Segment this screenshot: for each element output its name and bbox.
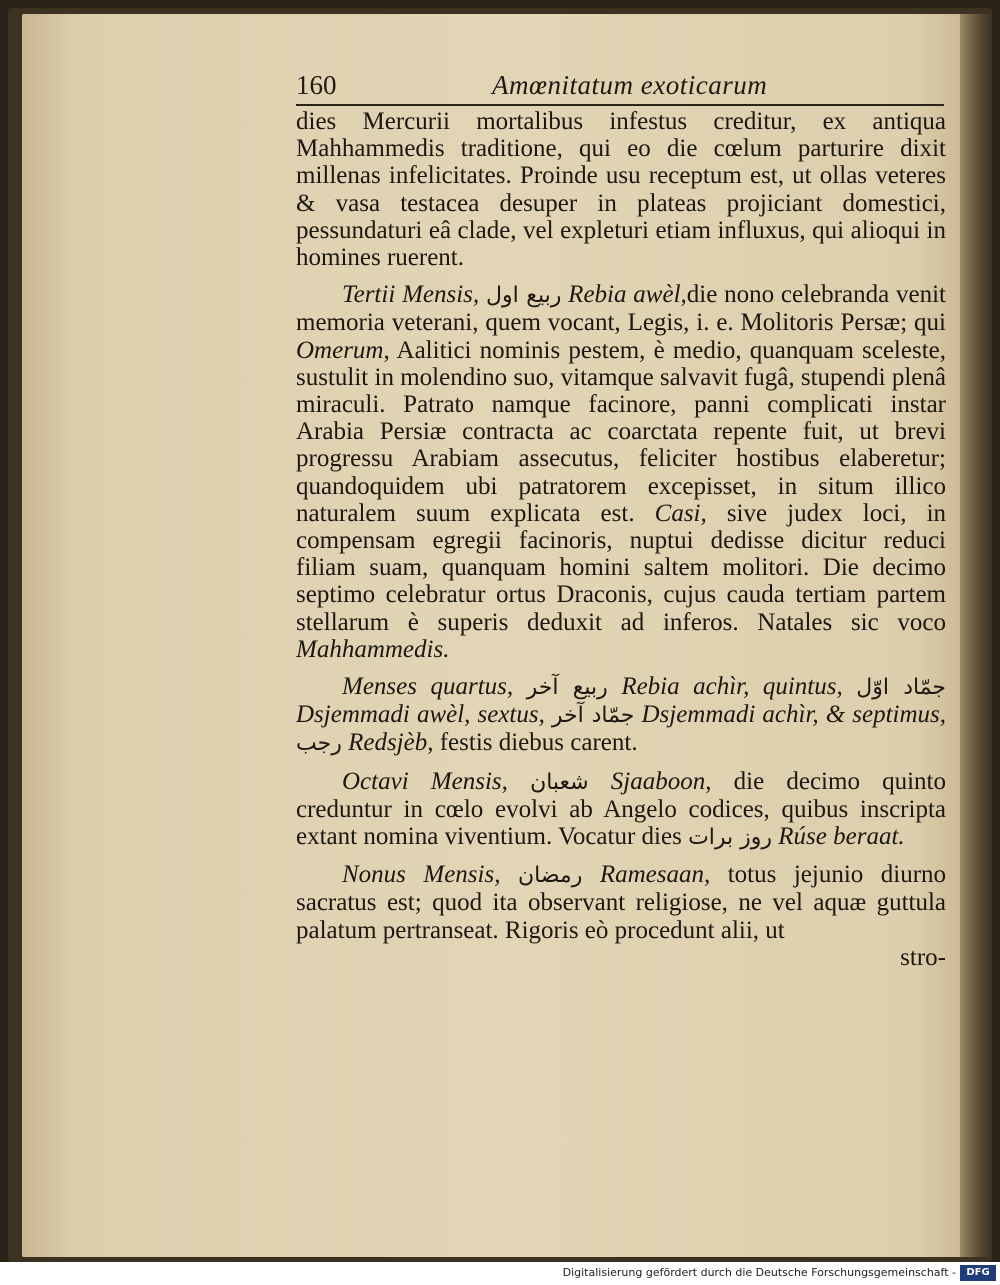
text-segment: Nonus Mensis, [342,861,501,889]
arabic-month-name: جمّاد آخر [551,703,635,729]
digitization-footer [0,1262,1000,1285]
text-segment: & septimus, [825,701,947,729]
text-segment: , Aalitici nominis pestem, è medio, quanquam sceleste, sustulit in molendino suo, vitamque salvavit fugâ, stupendi plenâ miraculi. Patrato namque facinore, panni complicati instar Arabia Persiæ contracta ac coarctata repente fuit, ut brevi progressu Arabiam assecutus, feliciter hostibus elaberetur; quandoquidem ubi patratorem excepisset, in situm illico naturalem suum explicata est. [296,336,946,527]
paragraph-5 [296,861,946,944]
term-casi: Casi, [654,499,707,527]
month-transliteration: Rebia awèl, [568,281,687,309]
arabic-month-name: جمّاد اوّل [856,675,947,701]
text-segment: Dsjemmadi awèl, sextus, [296,701,545,729]
page-header [296,70,948,106]
text-segment: Menses quartus, [342,673,514,701]
text-segment: Ramesaan, [599,861,711,889]
page-gutter [960,14,992,1257]
dfg-logo-icon: DFG [960,1265,996,1281]
paragraph-4 [296,768,946,852]
text-segment: totus jejunio diurno sacratus est; quod ita observant religiose, ne vel aquæ guttula palatum pertranseat. Rigoris eò procedunt alii, ut [296,861,947,944]
arabic-month-name: رجب [296,731,342,757]
arabic-month-name: ربيع اول [485,283,562,309]
page-number: 160 [296,70,337,100]
paragraph-2 [296,281,946,663]
text-segment: festis diebus carent. [439,729,638,757]
arabic-month-name: شعبان [530,769,589,795]
text-segment: Sjaaboon, [610,767,712,795]
arabic-term: روز برات [688,825,773,851]
catchword: stro- [900,943,946,971]
text-segment: sive judex loci, in compensam egregii facinoris, nuptui dedisse dicitur reduci filiam suam, quanquam homini saltem molitori. Die decimo septimo celebratur ortus Draconis, cujus cauda tertiam partem stellarum è superis deduxit ad inferos. Natales sic voco [296,499,947,636]
text-segment: die decimo quinto creduntur in cœlo evolvi ab Angelo codices, quibus inscripta extant nomina viventium. Vocatur dies [296,767,947,851]
text-segment: Octavi Mensis, [342,767,508,795]
arabic-month-name: رمضان [517,863,583,889]
month-lead: Tertii Mensis, [342,281,480,309]
name-mahhammedis: Mahhammedis. [296,635,450,663]
text-segment: Dsjemmadi achìr, [641,701,819,729]
name-omerum: Omerum [296,336,384,364]
paragraph-3 [296,673,946,758]
text-segment: die nono celebranda venit memoria veterani, quem vocant, Legis, i. e. Molitoris Persæ; qui [296,281,946,337]
body-text [296,108,946,971]
footer-credit: Digitalisierung gefördert durch die Deutsche Forschungsgemeinschaft - [562,1266,956,1279]
text-segment: Redsjèb, [348,729,434,757]
arabic-month-name: ربيع آخر [526,675,608,701]
running-head: Amœnitatum exoticarum [492,70,768,100]
header-rule [296,104,944,106]
paragraph-1: dies Mercurii mortalibus infestus creditur, ex antiqua Mahhammedis traditione, qui eo die cœlum parturire dixit millenas infelicitates. Proinde usu receptum est, ut ollas veteres & vasa testacea desuper in plateas projiciant domestici, pessundaturi eâ clade, vel expleturi etiam influxus, qui alioqui in homines ruerent. [296,108,946,272]
text-segment: Rebia achìr, quintus, [621,673,843,701]
text-segment: Rúse beraat. [778,823,905,851]
